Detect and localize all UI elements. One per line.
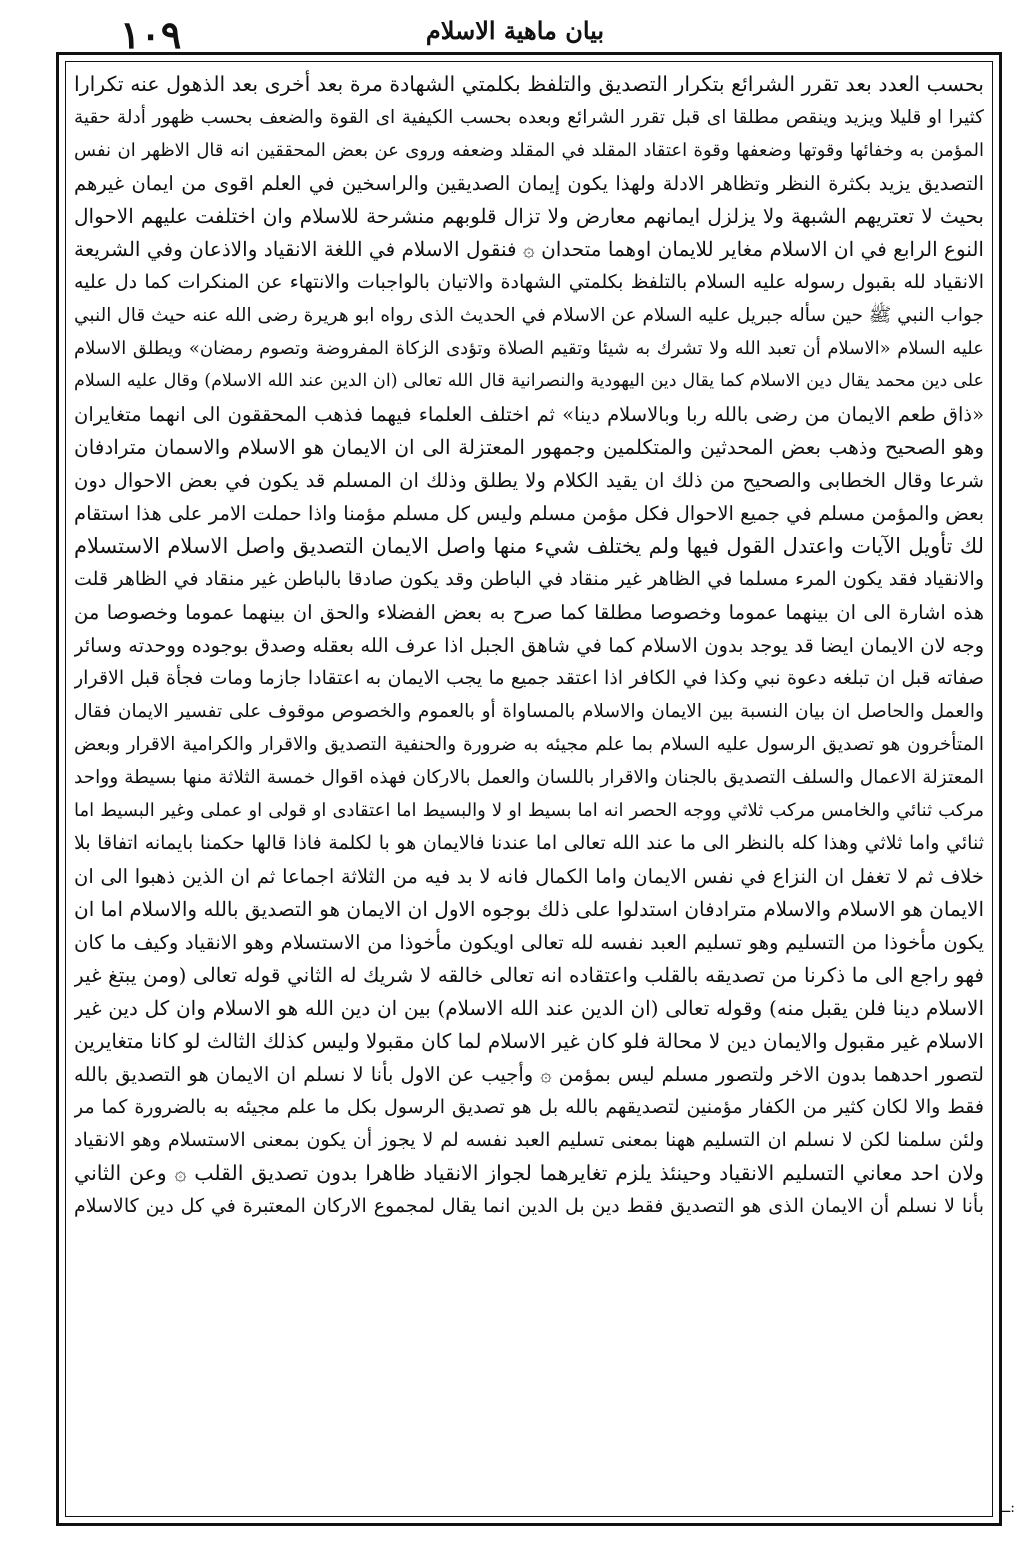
text-line: «ذاق طعم الايمان من رضى بالله ربا وبالاسلام دينا» ثم اختلف العلماء فيهما فذهب المحققون الى انهما متغايران <box>74 403 984 426</box>
text-line: كثيرا او قليلا ويزيد وينقص مطلقا اى قبل تقرر الشرائع وبعده بحسب الكيفية اى القوة والضعف بحسب ظهور أدلة حقية <box>74 107 984 128</box>
text-line: لك تأويل الآيات واعتدل القول فيها ولم يختلف شيء منها واصل الايمان التصديق واصل الاسلام الاستسلام <box>74 534 984 558</box>
text-line: ولئن سلمنا لكن لا نسلم ان التسليم ههنا بمعنى تسليم العبد نفسه لم لا يجوز أن يكون بمعنى الاستسلام وهو الانقياد <box>74 1129 984 1151</box>
text-line: جواب النبي ﷺ حين سأله جبريل عليه السلام عن الاسلام في الحديث الذى رواه ابو هريرة رضى الله عنه حيث قال النبي <box>74 305 984 326</box>
text-line: والانقياد فقد يكون المرء مسلما في الظاهر غير منقاد في الباطن وقد يكون صادقا بالباطن غير منقاد في الظاهر قلت <box>74 568 984 590</box>
footer-mark: ــ: <box>1002 1500 1015 1516</box>
text-line: وهو الصحيح وذهب بعض المحدثين والمتكلمين وجمهور المعتزلة الى ان الايمان هو الاسلام والاسمان مترادفان <box>74 435 984 459</box>
text-line: هذه اشارة الى ان بينهما عموما وخصوصا مطلقا كما صرح به بعض الفضلاء والحق ان بينهما عموما وخصوصا من <box>74 601 984 624</box>
text-line: يكون مأخوذا من التسليم وهو تسليم العبد نفسه لله تعالى اويكون مأخوذا من الاستسلام وهو الانقياد وكيف ما كان <box>74 931 984 954</box>
text-line: بحيث لا تعتريهم الشبهة ولا يزلزل ايمانهم معارض ولا تزال قلوبهم منشرحة للاسلام وان اختلفت عليهم الاحوال <box>74 204 984 228</box>
text-line: بأنا لا نسلم أن الايمان الذى هو التصديق فقط دين بل الدين انما يقال لمجموع الاركان المعتبرة في كل دين كالاسلام <box>74 1195 984 1217</box>
running-title: بيان ماهية الاسلام <box>425 16 605 45</box>
text-line: وجه لان الايمان ايضا قد يوجد بدون الاسلام كما في شاهق الجبل اذا عرف الله بعقله وصدق بوجوده ووحدته وسائر <box>74 634 984 657</box>
text-line: الانقياد لله بقبول رسوله عليه السلام بالتلفظ بكلمتي الشهادة والاتيان بالواجبات والانتهاء عن المنكرات كما دل عليه <box>74 271 984 293</box>
text-line: خلاف ثم لا تغفل ان النزاع في نفس الايمان واما الكمال فانه لا بد فيه من الثلاثة اجماعا ثم ان الذين ذهبوا الى ان <box>74 865 984 888</box>
text-line: مركب ثنائي والخامس مركب ثلاثي ووجه الحصر انه اما بسيط او لا والبسيط اما اعتقادى او قولى او عملى وغير البسيط اما <box>74 800 984 821</box>
text-line: شرعا وقال الخطابى والصحيح من ذلك ان يقيد الكلام ولا يطلق وذلك ان المسلم قد يكون في بعض الاحوال دون <box>74 469 984 492</box>
text-line: فهو راجع الى ما ذكرنا من تصديقه بالقلب واعتقاده انه تعالى خالقه لا شريك له الثاني قوله تعالى (ومن يبتغ غير <box>74 963 984 987</box>
text-line: المعتزلة الاعمال والسلف التصديق بالجنان والاقرار باللسان والعمل بالاركان فهذه اقوال خمسة الثلاثة منها بسيطة وواحد <box>74 767 984 788</box>
text-line: الاسلام غير مقبول والايمان دين لا محالة فلو كان غير الاسلام لما كان مقبولا وليس كذلك الثالث لو كانا متغايرين <box>74 1029 984 1053</box>
text-line: النوع الرابع في ان الاسلام مغاير للايمان اوهما متحدان ۞ فنقول الاسلام في اللغة الانقياد والاذعان وفي الشريعة <box>74 237 984 261</box>
text-line: الاسلام دينا فلن يقبل منه) وقوله تعالى (ان الدين عند الله الاسلام) بين ان دين الله هو الاسلام وان كل دين غير <box>74 996 984 1020</box>
text-line: لتصور احدهما بدون الاخر ولتصور مسلم ليس بمؤمن ۞ وأجيب عن الاول بأنا لا نسلم ان الايمان هو التصديق بالله <box>74 1063 984 1086</box>
text-line: فقط والا لكان كثير من الكفار مؤمنين لتصديقهم بالله بل هو تصديق الرسول بكل ما علم مجيئه به بالضرورة كما مر <box>74 1096 984 1118</box>
text-line: بعض والمؤمن مسلم في جميع الاحوال فكل مؤمن مسلم وليس كل مسلم مؤمنا واذا حملت الامر على هذا استقام <box>74 502 984 525</box>
text-line: صفاته قبل ان تبلغه دعوة نبي وكذا في الكافر اذا اعتقد جميع ما يجب الايمان به اعتقادا جازما ومات فجأة قبل الاقرار <box>74 667 984 689</box>
text-line: والعمل والحاصل ان بيان النسبة بين الايمان والاسلام بالمساواة أو بالعموم والخصوص موقوف على تفسير الايمان فقال <box>74 701 984 722</box>
text-line: على دين محمد يقال دين الاسلام كما يقال دين اليهودية والنصرانية قال الله تعالى (ان الدين عند الله الاسلام) وقال عليه السلام <box>74 371 984 391</box>
page-number: ١٠٩ <box>120 12 182 57</box>
text-line: المتأخرون هو تصديق الرسول عليه السلام بما علم مجيئه به ضرورة والحنفية التصديق والاقرار والكرامية الاقرار وبعض <box>74 734 984 755</box>
page-header <box>40 8 990 56</box>
text-line: بحسب العدد بعد تقرر الشرائع بتكرار التصديق والتلفظ بكلمتي الشهادة مرة بعد أخرى بعد الذهول عنه تكرارا <box>74 72 984 96</box>
text-line: ولان احد معاني التسليم الانقياد وحينئذ يلزم تغايرهما لجواز الانقياد ظاهرا بدون تصديق القلب ۞ وعن الثاني <box>74 1161 984 1185</box>
text-line: عليه السلام «الاسلام أن تعبد الله ولا تشرك به شيئا وتقيم الصلاة وتؤدى الزكاة المفروضة وتصوم رمضان» ويطلق الاسلام <box>74 338 984 359</box>
text-line: المؤمن به وخفائها وقوتها وضعفها وقوة اعتقاد المقلد في المقلد وضعفه وروى عن بعض المحققين انه قال الاظهر ان نفس <box>74 140 984 161</box>
text-line: ثنائي واما ثلاثي وهذا كله بالنظر الى ما عند الله تعالى اما عندنا فالايمان هو با لكلمة فاذا قالها حكمنا بايمانه اتفاقا بلا <box>74 832 984 854</box>
text-line: التصديق يزيد بكثرة النظر وتظاهر الادلة ولهذا يكون إيمان الصديقين والراسخين في العلم اقوى من ايمان غيرهم <box>74 172 984 195</box>
text-line: الايمان هو الاسلام والاسلام مترادفان استدلوا على ذلك بوجوه الاول ان الايمان هو التصديق بالله والاسلام اما ان <box>74 897 984 921</box>
body-text <box>74 68 984 1223</box>
